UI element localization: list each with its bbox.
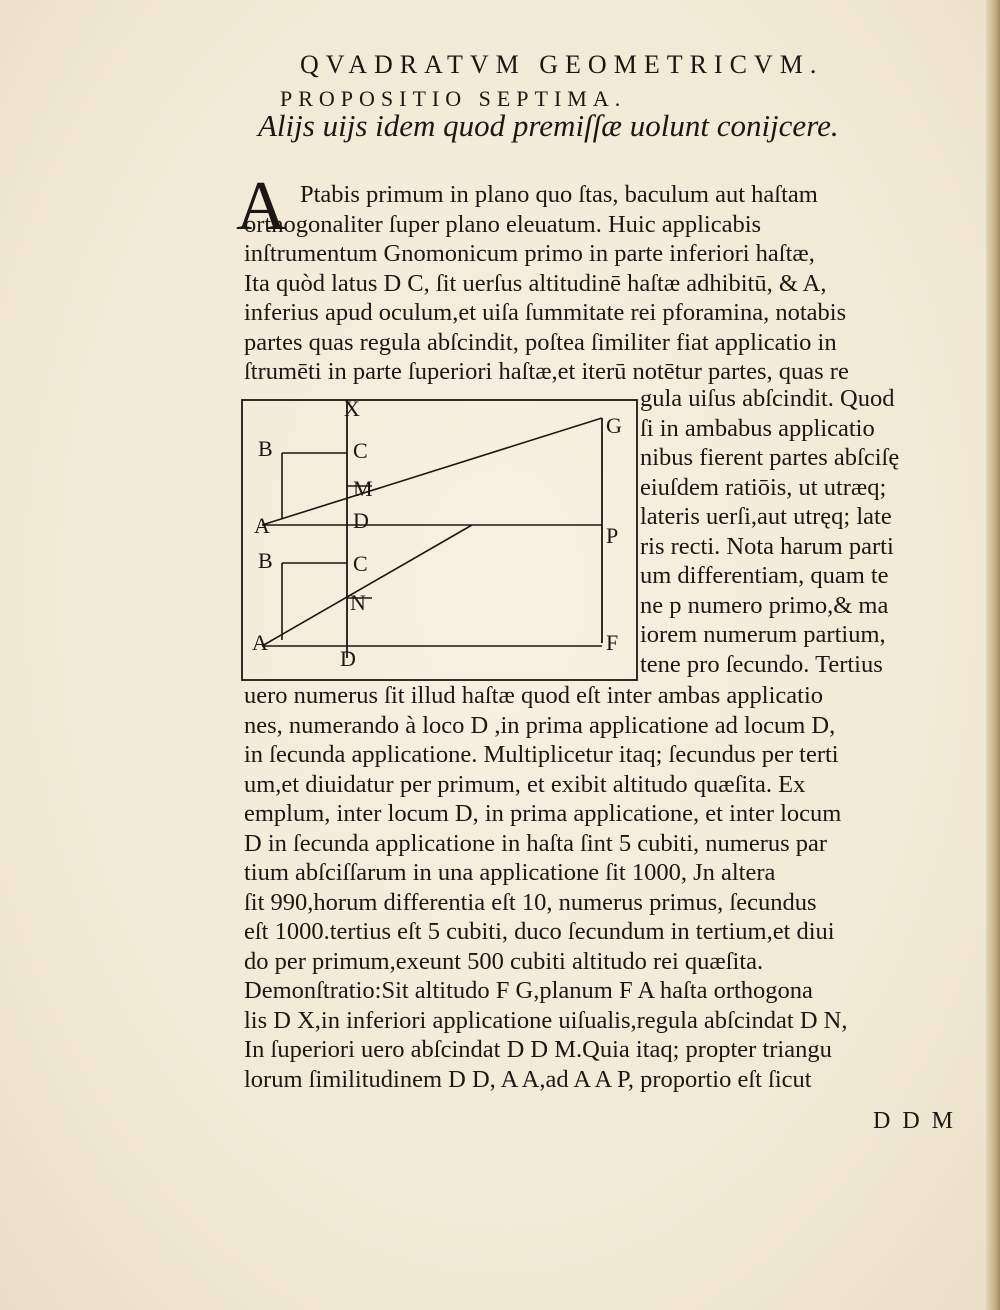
text-line: ne p numero primo,& ma (640, 591, 889, 619)
text-line: nes, numerando à loco D ,in prima applicatione ad locum D, (244, 711, 836, 739)
text-line: ſi in ambabus applicatio (640, 414, 875, 442)
text-line: Ptabis primum in plano quo ſtas, baculum aut haſtam (300, 181, 818, 208)
drop-cap: A (236, 168, 287, 245)
text-line: inſtrumentum Gnomonicum primo in parte inferiori haſtæ, (244, 240, 815, 267)
upper-sight-line (262, 418, 602, 525)
text-line: ris recti. Nota harum parti (640, 532, 894, 560)
text-line: gula uiſus abſcindit. Quod (640, 385, 895, 412)
label-d-lower: D (340, 646, 356, 671)
side-column (640, 385, 970, 680)
text-line: do per primum,exeunt 500 cubiti altitudo rei quæſita. (244, 947, 764, 975)
label-x: X (344, 396, 360, 421)
proposition-title: PROPOSITIO SEPTIMA. (280, 86, 627, 111)
label-n: N (350, 590, 366, 615)
text-line: partes quas regula abſcindit, poſtea ſimiliter fiat applicatio in (244, 328, 837, 356)
lower-sight-line (262, 525, 472, 646)
label-m: M (353, 476, 373, 501)
text-line: tene pro ſecundo. Tertius (640, 650, 883, 678)
text-line: In ſuperiori uero abſcindat D D M.Quia itaq; propter triangu (244, 1036, 832, 1063)
label-b-lower: B (258, 548, 273, 573)
label-d-mid: D (353, 508, 369, 533)
text-line: orthogonaliter ſuper plano eleuatum. Huic applicabis (244, 210, 762, 238)
label-c-upper: C (353, 438, 368, 463)
paragraph-1 (244, 180, 970, 387)
text-line: nibus fierent partes abſciſę (640, 444, 900, 471)
proposition-subtitle: Alijs uijs idem quod premiſſæ uolunt conijcere. (258, 108, 839, 143)
label-g: G (606, 413, 622, 438)
text-line: inferius apud oculum,et uiſa ſummitate rei pforamina, notabis (244, 299, 847, 326)
text-line: D in ſecunda applicatione in haſta ſint 5 cubiti, numerus par (244, 829, 828, 857)
text-line: tium abſciſſarum in una applicatione ſit 1000, Jn altera (244, 859, 776, 886)
diagram-frame (242, 400, 637, 680)
label-c-lower: C (353, 551, 368, 576)
text-line: ſtrumēti in parte ſuperiori haſtæ,et iterū notētur partes, quas re (244, 358, 849, 385)
label-f: F (606, 630, 619, 655)
text-line: lateris uerſi,aut utręq; late (640, 503, 892, 530)
text-line: ſit 990,horum differentia eſt 10, numerus primus, ſecundus (244, 888, 817, 916)
text-line: eiuſdem ratiōis, ut utræq; (640, 473, 887, 501)
text-line: Demonſtratio:Sit altitudo F G,planum F A haſta orthogona (244, 977, 813, 1004)
text-line: iorem numerum partium, (640, 621, 886, 648)
catchword: D D M (873, 1108, 957, 1134)
geometric-diagram (232, 388, 642, 688)
text-line: lis D X,in inferiori applicatione uiſualis,regula abſcindat D N, (244, 1006, 848, 1034)
label-a-lower: A (252, 630, 268, 655)
text-line: Ita quòd latus D C, ſit uerſus altitudinē haſtæ adhibitū, & A, (244, 269, 827, 297)
label-a-upper: A (254, 513, 270, 538)
label-b-upper: B (258, 436, 273, 461)
label-p: P (606, 523, 619, 548)
text-line: emplum, inter locum D, in prima applicatione, et inter locum (244, 800, 842, 827)
text-line: um,et diuidatur per primum, et exibit altitudo quæſita. Ex (244, 770, 806, 798)
text-line: um differentiam, quam te (640, 562, 889, 589)
text-line: uero numerus ſit illud haſtæ quod eſt inter ambas applicatio (244, 682, 824, 709)
page-edge (986, 0, 1000, 1310)
paragraph-2 (244, 681, 966, 1094)
text-line: in ſecunda applicatione. Multiplicetur itaq; ſecundus per terti (244, 741, 839, 768)
text-line: lorum ſimilitudinem D D, A A,ad A A P, proportio eſt ſicut (244, 1065, 812, 1093)
running-head: QVADRATVM GEOMETRICVM. (300, 50, 824, 79)
text-line: eſt 1000.tertius eſt 5 cubiti, duco ſecundum in tertium,et diui (244, 918, 835, 945)
